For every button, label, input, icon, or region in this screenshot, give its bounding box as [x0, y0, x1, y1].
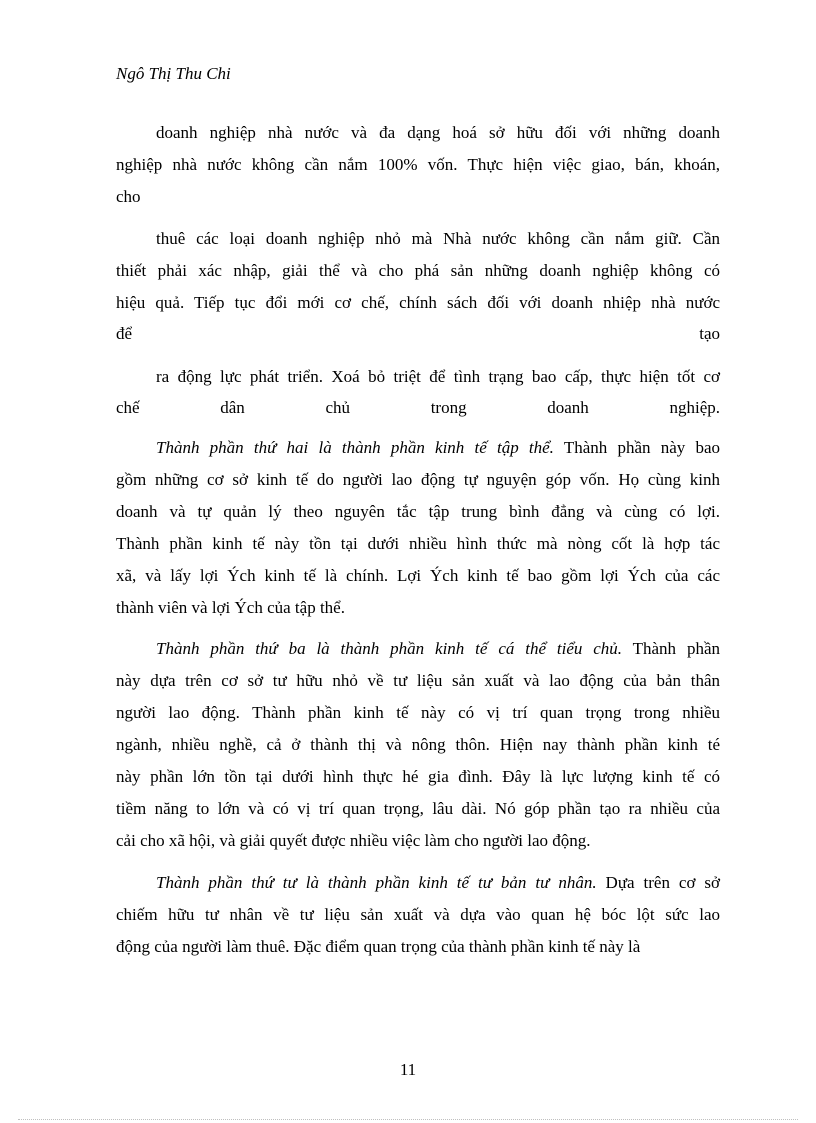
text-line: doanh nghiệp nhà nước và đa dạng hoá sở hữu đối với những doanh — [156, 123, 720, 142]
text-line: chế dân chủ trong doanh nghiệp. — [116, 398, 720, 417]
text-line: chiếm hữu tư nhân về tư liệu sản xuất và dựa vào quan hệ bóc lột sức lao — [116, 905, 720, 924]
text-line: tiềm năng to lớn và có vị trí quan trọng, lâu dài. Nó góp phần tạo ra nhiều của — [116, 799, 720, 818]
text-line: người lao động. Thành phần kinh tế này có vị trí quan trọng trong nhiều — [116, 703, 720, 722]
text-line: Thành phần kinh tế này tồn tại dưới nhiều hình thức mà nòng cốt là hợp tác — [116, 534, 720, 553]
text-line: cải cho xã hội, và giải quyết được nhiều việc làm cho người lao động. — [116, 831, 591, 850]
page-number: 11 — [399, 1060, 417, 1079]
text-line: động của người làm thuê. Đặc điểm quan trọng của thành phần kinh tế này là — [116, 937, 641, 956]
paragraph-first-line — [156, 638, 720, 660]
text-line: để tạo — [116, 324, 720, 343]
text-line: này phần lớn tồn tại dưới hình thực hé gia đình. Đây là lực lượng kinh tế có — [116, 767, 720, 786]
author-header: Ngô Thị Thu Chi — [116, 64, 231, 83]
text-line: doanh và tự quản lý theo nguyên tắc tập trung bình đẳng và cùng có lợi. — [116, 502, 720, 521]
section-lead: Thành phần thứ hai là thành phần kinh tế tập thể. — [156, 438, 554, 457]
text-line: thành viên và lợi Ých của tập thể. — [116, 598, 345, 617]
section-lead: Thành phần thứ ba là thành phần kinh tế cá thể tiểu chủ. — [156, 639, 623, 658]
text-line: này dựa trên cơ sở tư hữu nhỏ về tư liệu sản xuất và lao động của bản thân — [116, 671, 720, 690]
text-line: cho — [116, 187, 141, 206]
paragraph-first-line — [156, 437, 720, 459]
text-line: gồm những cơ sở kinh tế do người lao động tự nguyện góp vốn. Họ cùng kinh — [116, 470, 720, 489]
text-line: hiệu quả. Tiếp tục đổi mới cơ chế, chính sách đối với doanh nhiệp nhà nước — [116, 293, 720, 312]
section-lead: Thành phần thứ tư là thành phần kinh tế tư bản tư nhân. — [156, 873, 597, 892]
paragraph-text: Dựa trên cơ sở — [596, 873, 721, 892]
text-line: thuê các loại doanh nghiệp nhỏ mà Nhà nước không cần nắm giữ. Cần — [156, 229, 720, 248]
paragraph-first-line — [156, 872, 720, 894]
text-line: xã, và lấy lợi Ých kinh tế là chính. Lợi Ých kinh tế bao gồm lợi Ých của các — [116, 566, 720, 585]
text-line: ra động lực phát triển. Xoá bỏ triệt để tình trạng bao cấp, thực hiện tốt cơ — [156, 367, 720, 386]
text-line: thiết phải xác nhập, giải thể và cho phá sản những doanh nghiệp không có — [116, 261, 720, 280]
text-line: ngành, nhiều nghề, cả ở thành thị và nông thôn. Hiện nay thành phần kinh té — [116, 735, 720, 754]
paragraph-text: Thành phần này bao — [553, 438, 720, 457]
page-bottom-border — [18, 1119, 798, 1120]
paragraph-text: Thành phần — [622, 639, 720, 658]
text-line: nghiệp nhà nước không cần nắm 100% vốn. Thực hiện việc giao, bán, khoán, — [116, 155, 720, 174]
